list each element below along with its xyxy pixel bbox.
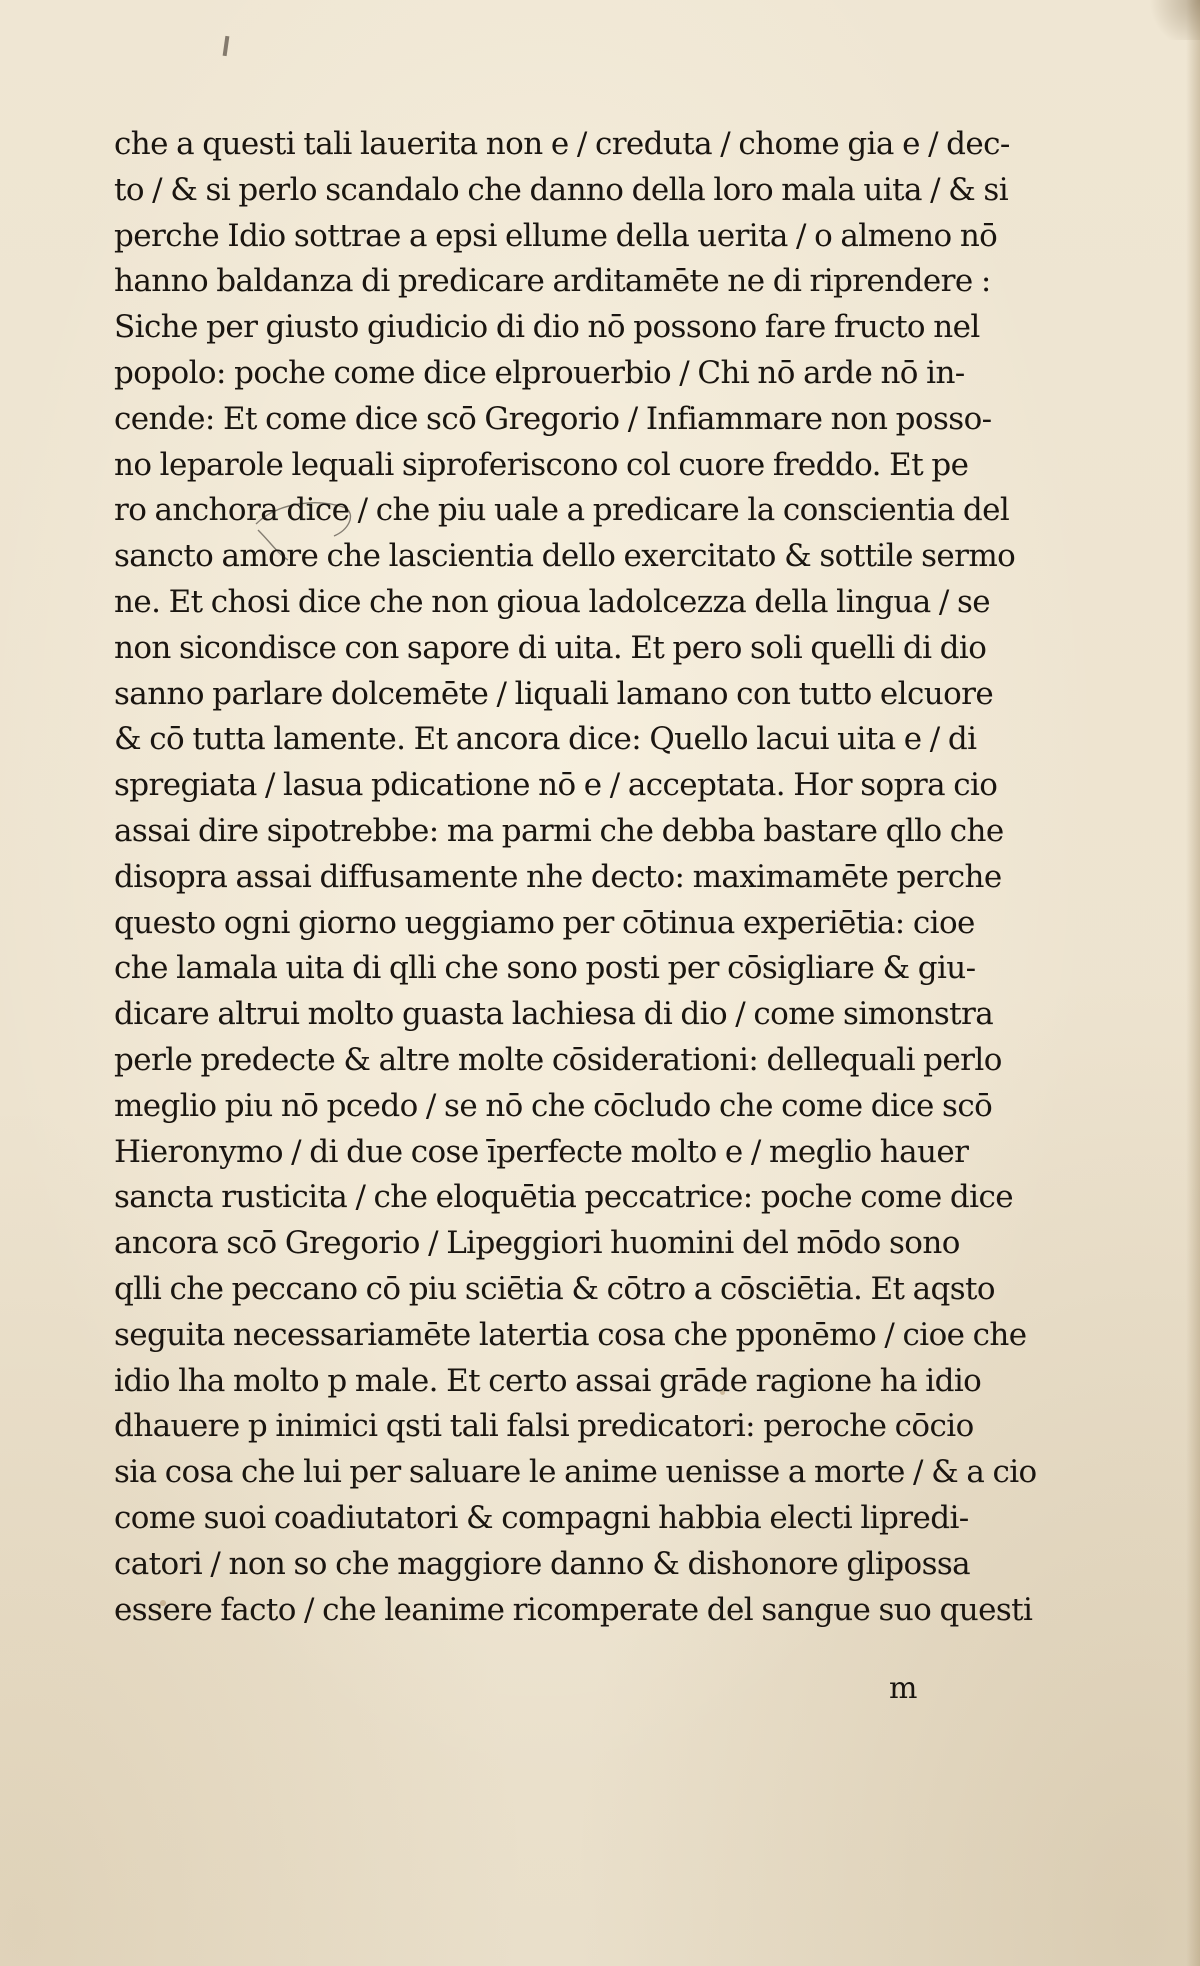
text-line: Siche per giusto giudicio di dio nō possono fare fructo nel (114, 309, 980, 346)
text-line: Hieronymo / di due cose īperfecte molto e / meglio hauer (114, 1133, 969, 1170)
text-line: disopra assai diffusamente nhe decto: maximamēte perche (114, 858, 1002, 895)
text-line: che a questi tali lauerita non e / creduta / chome gia e / dec- (114, 126, 1010, 162)
text-line: to / & si perlo scandalo che danno della loro mala uita / & si (114, 171, 1009, 208)
text-line: perle predecte & altre molte cōsiderationi: dellequali perlo (114, 1041, 1002, 1078)
text-line: catori / non so che maggiore danno & dishonore glipossa (114, 1545, 971, 1582)
text-line: no leparole lequali siproferiscono col cuore freddo. Et pe (114, 446, 969, 483)
text-line: come suoi coadiutatori & compagni habbia electi lipredi- (114, 1499, 969, 1536)
text-line: idio lha molto p male. Et certo assai grāde ragione ha idio (114, 1362, 982, 1399)
signature-mark: m (889, 1671, 918, 1706)
text-line: assai dire sipotrebbe: ma parmi che debba bastare qllo che (114, 812, 1004, 849)
text-line: meglio piu nō pcedo / se nō che cōcludo che come dice scō (114, 1087, 993, 1124)
text-line: qlli che peccano cō piu sciētia & cōtro a cōsciētia. Et aqsto (114, 1270, 995, 1307)
text-line: ro anchora dice / che piu uale a predicare la conscientia del (114, 492, 1010, 529)
page-fore-edge (1186, 0, 1200, 1966)
page-corner-shadow (1140, 0, 1200, 40)
ink-mark (223, 36, 230, 56)
text-line: & cō tutta lamente. Et ancora dice: Quello lacui uita e / di (114, 721, 977, 758)
text-line: dhauere p inimici qsti tali falsi predicatori: peroche cōcio (114, 1408, 974, 1445)
text-line: dicare altrui molto guasta lachiesa di dio / come simonstra (114, 996, 994, 1033)
text-line: ancora scō Gregorio / Lipeggiori huomini del mōdo sono (114, 1225, 960, 1262)
text-line: non sicondisce con sapore di uita. Et pero soli quelli di dio (114, 629, 987, 666)
text-line: seguita necessariamēte latertia cosa che pponēmo / cioe che (114, 1316, 1027, 1353)
text-line: sancto amore che lascientia dello exercitato & sottile sermo (114, 538, 1016, 575)
text-line: che lamala uita di qlli che sono posti per cōsigliare & giu- (114, 950, 976, 987)
text-block (114, 122, 1037, 1633)
text-line: essere facto / che leanime ricomperate del sangue suo questi (114, 1591, 1033, 1628)
text-line: perche Idio sottrae a epsi ellume della uerita / o almeno nō (114, 217, 998, 254)
text-line: spregiata / lasua pdicatione nō e / acceptata. Hor sopra cio (114, 767, 998, 804)
text-line: questo ogni giorno ueggiamo per cōtinua experiētia: cioe (114, 904, 975, 941)
text-line: ne. Et chosi dice che non gioua ladolcezza della lingua / se (114, 583, 991, 620)
text-line: cende: Et come dice scō Gregorio / Infiammare non posso- (114, 400, 992, 437)
text-line: sancta rusticita / che eloquētia peccatrice: poche come dice (114, 1179, 1013, 1216)
text-line: sia cosa che lui per saluare le anime uenisse a morte / & a cio (114, 1454, 1037, 1491)
text-line: popolo: poche come dice elprouerbio / Chi nō arde nō in- (114, 354, 965, 391)
text-line: hanno baldanza di predicare arditamēte ne di riprendere : (114, 263, 991, 300)
text-line: sanno parlare dolcemēte / liquali lamano con tutto elcuore (114, 675, 994, 712)
